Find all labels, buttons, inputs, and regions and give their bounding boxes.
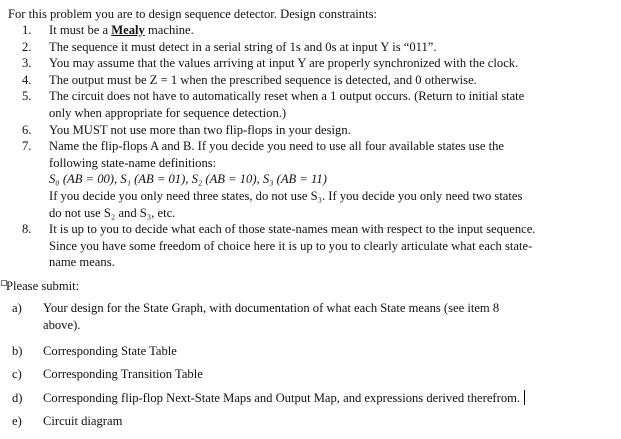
- intro-text: For this problem you are to design sequence detector. Design constraints:: [8, 7, 377, 21]
- state-definitions: S₀ (AB = 00), S₁ (AB = 01), S₂ (AB = 10), S₃ (AB = 11): [49, 172, 327, 187]
- submit-item-text: above).: [43, 317, 81, 332]
- item-text: do not use S₂ and S₃, etc.: [49, 205, 176, 220]
- constraint-item: [22, 221, 612, 271]
- constraint-item: [22, 122, 612, 139]
- item-number: 4.: [22, 72, 32, 87]
- submit-item: [12, 390, 612, 407]
- submit-item: [12, 343, 612, 360]
- constraint-item: [22, 88, 612, 121]
- submit-item: [12, 413, 612, 430]
- item-text: You MUST not use more than two flip-flops in your design.: [49, 122, 351, 137]
- constraint-item: [22, 55, 612, 72]
- item-text: You may assume that the values arriving at input Y are properly synchronized with the clock.: [49, 56, 519, 71]
- item-text: The sequence it must detect in a serial string of 1s and 0s at input Y is “011”.: [49, 39, 437, 54]
- mealy-keyword: Mealy: [111, 23, 145, 37]
- submit-item-label: a): [12, 301, 22, 315]
- submit-item: [12, 366, 612, 383]
- item-text: It must be a: [49, 23, 112, 37]
- item-number: 2.: [22, 39, 32, 54]
- constraint-item: [22, 22, 612, 39]
- text-cursor: [524, 390, 525, 405]
- constraint-item: [22, 72, 612, 89]
- item-text: Since you have some freedom of choice here it is up to you to clearly articulate what each state-: [49, 238, 533, 253]
- submit-item-label: d): [12, 391, 23, 405]
- constraint-item: [22, 39, 612, 56]
- item-text: If you decide you only need three states, do not use S₃. If you decide you only need two states: [49, 188, 523, 203]
- item-text: The circuit does not have to automatically reset when a 1 output occurs. (Return to initial state: [49, 89, 525, 104]
- submit-item-label: b): [12, 344, 23, 358]
- item-text: machine.: [144, 23, 194, 37]
- item-number: 1.: [22, 23, 32, 37]
- constraint-item: [22, 138, 612, 221]
- submit-item-text: Your design for the State Graph, with documentation of what each State means (see item 8: [43, 301, 500, 315]
- submit-heading: Please submit:: [6, 279, 80, 293]
- item-text: only when appropriate for sequence detection.): [49, 105, 287, 120]
- submit-item: [12, 300, 612, 333]
- item-number: 7.: [22, 139, 32, 154]
- item-text: name means.: [49, 255, 115, 270]
- submit-item-text: Corresponding flip-flop Next-State Maps and Output Map, and expressions derived therefrom.: [43, 391, 521, 405]
- item-number: 6.: [22, 122, 32, 137]
- submit-item-text: Corresponding State Table: [43, 344, 177, 358]
- item-text: It is up to you to decide what each of those state-names mean with respect to the input sequence.: [49, 222, 536, 237]
- submit-item-label: e): [12, 414, 22, 428]
- submit-item-text: Corresponding Transition Table: [43, 367, 203, 381]
- submit-item-text: Circuit diagram: [43, 414, 123, 428]
- item-number: 8.: [22, 222, 32, 237]
- item-number: 5.: [22, 89, 32, 104]
- item-text: following state-name definitions:: [49, 155, 217, 170]
- item-text: Name the flip-flops A and B. If you decide you need to use all four available states use the: [49, 139, 504, 154]
- item-number: 3.: [22, 56, 32, 71]
- item-text: The output must be Z = 1 when the prescribed sequence is detected, and 0 otherwise.: [49, 72, 477, 87]
- constraints-list: [22, 22, 612, 271]
- submit-item-label: c): [12, 367, 22, 381]
